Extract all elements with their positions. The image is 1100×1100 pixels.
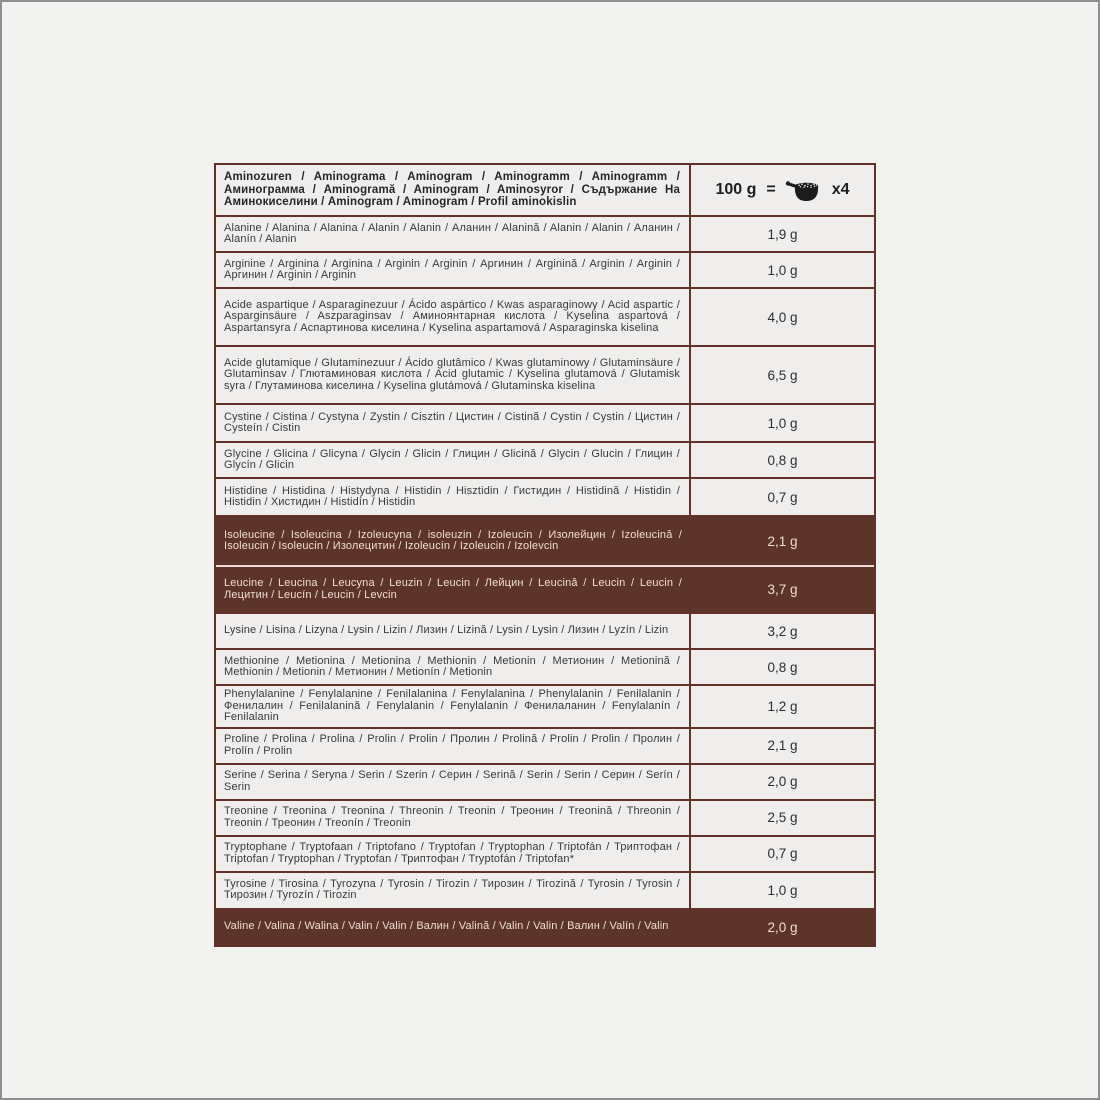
table-row-glutamic-acid	[216, 345, 874, 403]
serving-amount: 100 g	[715, 181, 757, 198]
table-row-threonine	[216, 799, 874, 835]
amino-acid-names: Serine / Serina / Seryna / Serin / Szerin / Серин / Serină / Serin / Serin / Серин / Serín / Serin	[216, 765, 691, 799]
table-row-isoleucine-highlighted	[216, 515, 874, 565]
table-row-tryptophan	[216, 835, 874, 871]
amino-acid-value: 0,8 g	[767, 452, 798, 468]
amino-acid-names: Treonine / Treonina / Treonina / Threonin / Treonin / Треонин / Treonină / Threonin / Treonin / Треонин / Treonín / Treonin	[216, 801, 691, 835]
amino-acid-names: Acide glutamique / Glutaminezuur / Ácido glutâmico / Kwas glutaminowy / Glutaminsäure / Glutaminsav / Глютаминовая кислота / Acid glutamic / Kyselina glutamová / Glutamisk syra / Глутаминова киселина / Kyselina glutámová / Glutaminska kiselina	[216, 347, 691, 403]
equals-sign: =	[766, 181, 776, 198]
amino-acid-value: 2,0 g	[767, 774, 798, 789]
scoop-multiplier: x4	[831, 181, 850, 198]
amino-acid-value: 6,5 g	[767, 367, 798, 383]
amino-acid-names: Alanine / Alanina / Alanina / Alanin / Alanin / Аланин / Alanină / Alanin / Alanin / Аланин / Alanín / Alanin	[216, 217, 691, 251]
amino-acid-value: 2,1 g	[767, 533, 798, 549]
amino-acid-names: Valine / Valina / Walina / Valin / Valin / Валин / Valină / Valin / Valin / Валин / Valín / Valin	[224, 920, 669, 933]
amino-acid-names: Arginine / Arginina / Arginina / Arginin / Arginin / Аргинин / Arginină / Arginin / Arginin / Аргинин / Arginin / Arginin	[216, 253, 691, 287]
amino-acid-names: Methionine / Metionina / Metionina / Methionin / Metionin / Метионин / Metionină / Methionin / Metionin / Метионин / Metionín / Metionin	[216, 650, 691, 684]
table-row-alanine	[216, 215, 874, 251]
amino-acid-value: 1,0 g	[767, 415, 798, 431]
table-row-tyrosine	[216, 871, 874, 908]
amino-acid-value: 0,7 g	[767, 489, 798, 505]
table-row-aspartic-acid	[216, 287, 874, 345]
amino-acid-value: 1,0 g	[767, 882, 798, 898]
table-row-arginine	[216, 251, 874, 287]
table-row-cystine	[216, 403, 874, 441]
amino-acid-value: 3,7 g	[767, 582, 798, 597]
table-row-serine	[216, 763, 874, 799]
amino-acid-value: 0,7 g	[767, 846, 798, 861]
amino-acid-value: 1,2 g	[767, 698, 798, 714]
amino-acid-value: 0,8 g	[767, 659, 798, 675]
amino-acid-names: Lysine / Lisina / Lizyna / Lysin / Lizin / Лизин / Lizină / Lysin / Lysin / Лизин / Lyzín / Lizin	[216, 614, 691, 648]
amino-acid-names: Phenylalanine / Fenylalanine / Fenilalanina / Fenylalanina / Phenylalanin / Fenilalanin / Фенилалин / Fenilalanină / Fenylalanin / Fenylalanin / Фенилаланин / Fenylalanín / Fenilalanin	[216, 686, 691, 727]
amino-acid-names: Tyrosine / Tirosina / Tyrozyna / Tyrosin / Tirozin / Тирозин / Tirozină / Tyrosin / Tyrosin / Тирозин / Tyrozín / Tirozin	[216, 873, 691, 908]
amino-acid-names: Acide aspartique / Asparaginezuur / Ácido aspártico / Kwas asparaginowy / Acid aspartic / Asparginsäure / Aszparaginsav / Аминоянтарная кислота / Kyselina aspartová / Aspartansyra / Аспартинова киселина / Kyselina aspartamová / Asparaginska kiselina	[216, 289, 691, 345]
amino-acid-names: Histidine / Histidina / Histydyna / Histidin / Hisztidin / Гистидин / Histidină / Histidin / Histidin / Хистидин / Histidín / Histidin	[216, 479, 691, 515]
amino-acid-names: Tryptophane / Tryptofaan / Triptofano / Tryptofan / Tryptophan / Triptofán / Триптофан / Triptofan / Tryptophan / Tryptofan / Триптофан / Tryptofán / Triptofan*	[216, 837, 691, 871]
table-header-row	[216, 165, 874, 215]
amino-acid-value: 2,0 g	[767, 919, 798, 935]
amino-acid-names: Proline / Prolina / Prolina / Prolin / Prolin / Пролин / Prolină / Prolin / Prolin / Пролин / Prolín / Prolin	[216, 729, 691, 763]
aminogram-title: Aminozuren / Aminograma / Aminogram / Aminogramm / Aminogramm / Аминограмма / Aminogramă / Aminogram / Aminosyror / Съдържание На Аминокиселини / Aminogram / Aminogram / Profil aminokislin	[216, 165, 691, 215]
aminogram-table	[214, 163, 876, 947]
table-row-proline	[216, 727, 874, 763]
table-row-methionine	[216, 648, 874, 684]
amino-acid-value: 2,5 g	[767, 810, 798, 825]
scoop-icon	[785, 177, 823, 203]
amino-acid-value: 1,9 g	[767, 226, 798, 242]
amino-acid-value: 4,0 g	[767, 309, 798, 325]
amino-acid-value: 3,2 g	[767, 623, 798, 639]
serving-info	[691, 165, 874, 215]
amino-acid-value: 2,1 g	[767, 738, 798, 753]
table-row-valine-highlighted	[216, 908, 874, 945]
amino-acid-names: Cystine / Cistina / Cystyna / Zystin / Cisztin / Цистин / Cistină / Cystin / Cystin / Цистин / Cysteín / Cistin	[216, 405, 691, 441]
table-row-lysine	[216, 612, 874, 648]
amino-acid-names: Glycine / Glicina / Glicyna / Glycin / Glicin / Глицин / Glicină / Glycin / Glucin / Глицин / Glycín / Glicin	[216, 443, 691, 477]
amino-acid-value: 1,0 g	[767, 262, 798, 278]
table-row-histidine	[216, 477, 874, 515]
amino-acid-names: Leucine / Leucina / Leucyna / Leuzin / Leucin / Лейцин / Leucină / Leucin / Leucin / Лецитин / Leucín / Leucin / Levcin	[224, 577, 682, 601]
table-row-phenylalanine	[216, 684, 874, 727]
amino-acid-names: Isoleucine / Isoleucina / Izoleucyna / isoleuzin / Izoleucin / Изолейцин / Izoleucină / Isoleucin / Isoleucin / Изолецитин / Izoleucín / Izoleucin / Izolevcin	[224, 528, 682, 552]
table-row-leucine-highlighted	[216, 565, 874, 612]
table-row-glycine	[216, 441, 874, 477]
